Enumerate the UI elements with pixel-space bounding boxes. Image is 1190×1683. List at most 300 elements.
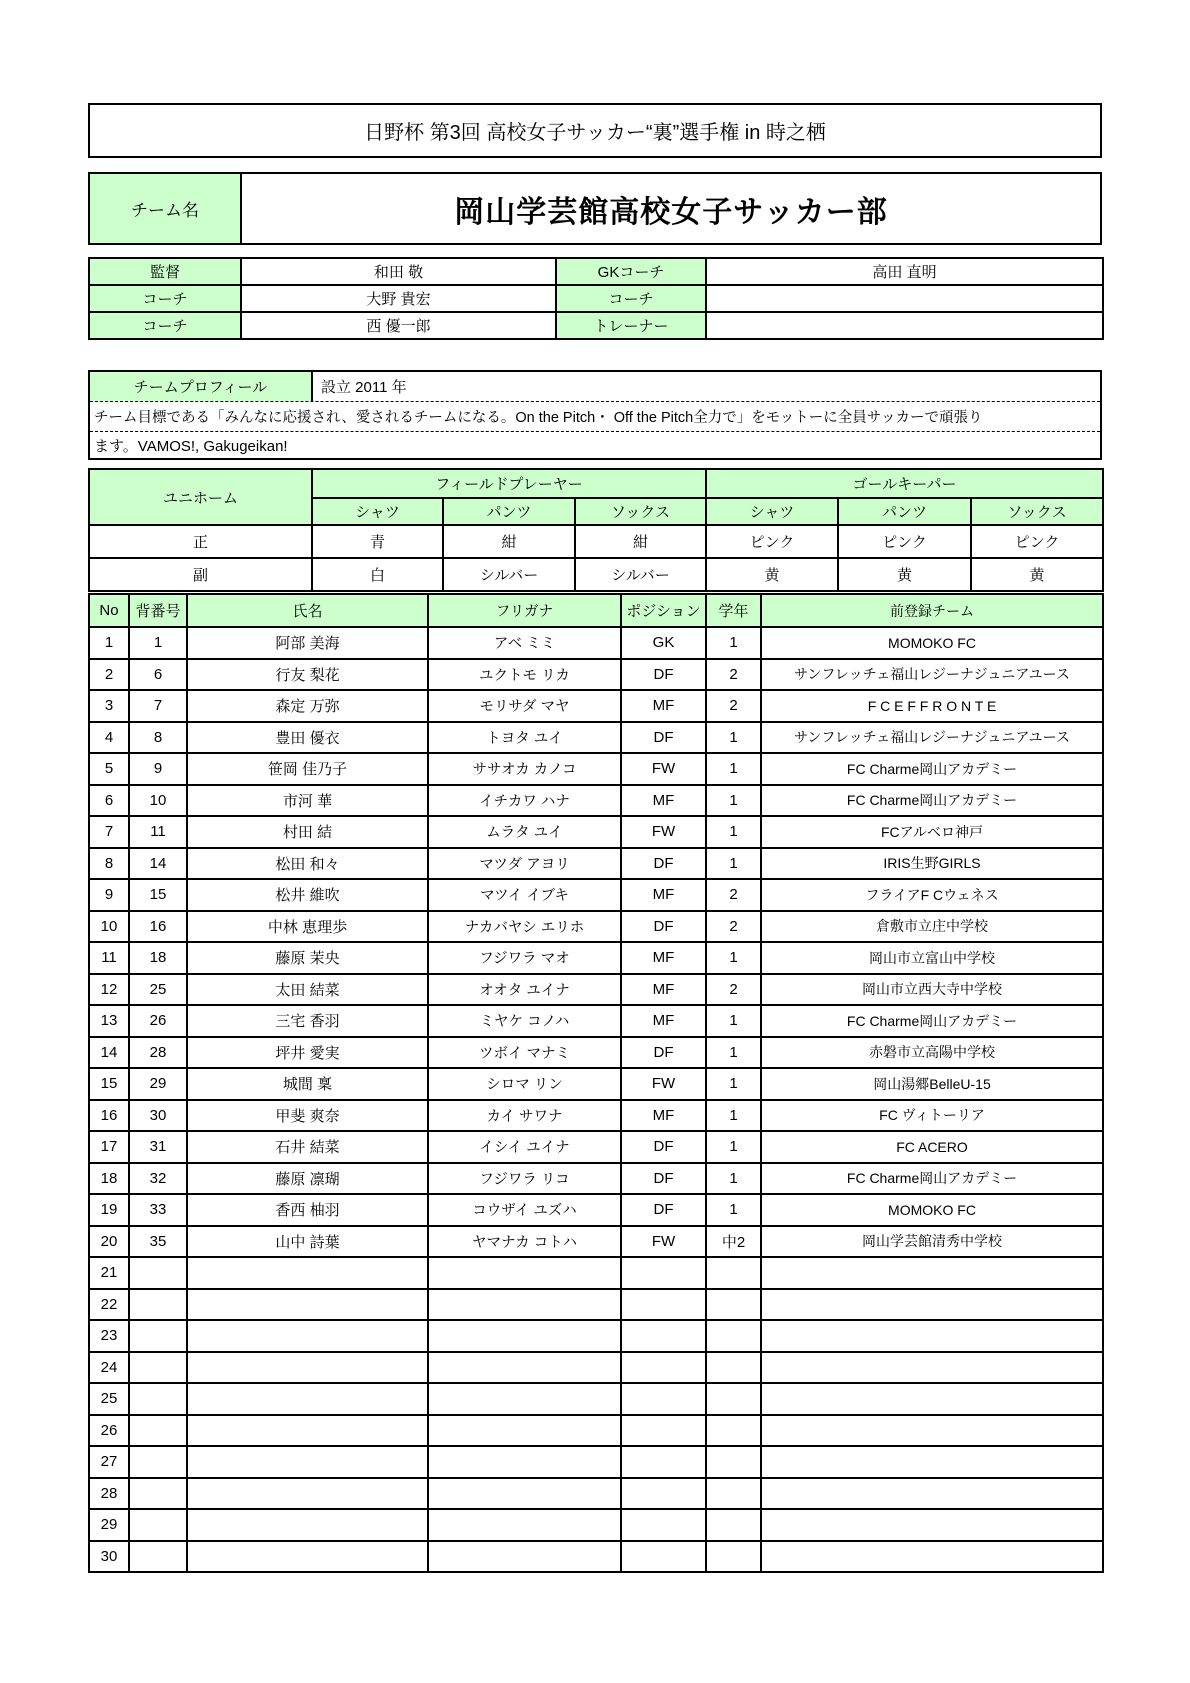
roster-cell-previous-team: 岡山学芸館清秀中学校: [761, 1226, 1103, 1258]
roster-cell-furigana: ナカバヤシ エリホ: [428, 911, 621, 943]
roster-cell-no: 25: [89, 1383, 129, 1415]
roster-cell-no: 5: [89, 753, 129, 785]
roster-cell-grade: 1: [706, 1068, 761, 1100]
roster-header-grade: 学年: [706, 594, 761, 627]
roster-cell-previous-team: FC Charme岡山アカデミー: [761, 1163, 1103, 1195]
table-row: [89, 1541, 1103, 1573]
staff-role-label: コーチ: [89, 285, 241, 312]
team-established: 設立 2011 年: [321, 379, 407, 396]
roster-cell-name: 村田 結: [187, 816, 428, 848]
table-row: [89, 627, 1103, 659]
roster-cell-name: 坪井 愛実: [187, 1037, 428, 1069]
staff-row: [89, 285, 1103, 312]
roster-cell-grade: 1: [706, 785, 761, 817]
roster-cell-grade: 1: [706, 1037, 761, 1069]
roster-cell-no: 11: [89, 942, 129, 974]
roster-cell-grade: 1: [706, 1100, 761, 1132]
roster-cell-no: 6: [89, 785, 129, 817]
uniform-subheader-socks: ソックス: [971, 498, 1103, 525]
roster-cell-number: 26: [129, 1005, 187, 1037]
staff-name: 高田 直明: [706, 258, 1103, 285]
roster-cell-furigana: フジワラ リコ: [428, 1163, 621, 1195]
roster-cell-position: [621, 1509, 706, 1541]
roster-cell-position: DF: [621, 1163, 706, 1195]
roster-cell-furigana: ヤマナカ コトハ: [428, 1226, 621, 1258]
table-row: [89, 1100, 1103, 1132]
roster-cell-furigana: オオタ ユイナ: [428, 974, 621, 1006]
roster-cell-furigana: ツボイ マナミ: [428, 1037, 621, 1069]
roster-cell-position: [621, 1415, 706, 1447]
roster-cell-position: [621, 1352, 706, 1384]
table-row: [89, 1257, 1103, 1289]
roster-cell-number: 6: [129, 659, 187, 691]
uniform-subheader-shirt: シャツ: [312, 498, 443, 525]
table-row: [89, 974, 1103, 1006]
roster-cell-previous-team: [761, 1289, 1103, 1321]
roster-cell-furigana: マツイ イブキ: [428, 879, 621, 911]
roster-cell-number: [129, 1352, 187, 1384]
roster-cell-previous-team: 岡山湯郷BelleU-15: [761, 1068, 1103, 1100]
roster-cell-previous-team: [761, 1320, 1103, 1352]
staff-role-label: トレーナー: [556, 312, 706, 339]
roster-cell-name: [187, 1446, 428, 1478]
roster-cell-no: 9: [89, 879, 129, 911]
uniform-section-field-player: フィールドプレーヤー: [312, 469, 706, 498]
roster-cell-name: [187, 1383, 428, 1415]
staff-role-label: 監督: [89, 258, 241, 285]
roster-cell-no: 2: [89, 659, 129, 691]
roster-cell-previous-team: [761, 1478, 1103, 1510]
roster-cell-number: 33: [129, 1194, 187, 1226]
roster-cell-number: 29: [129, 1068, 187, 1100]
roster-cell-furigana: コウザイ ユズハ: [428, 1194, 621, 1226]
roster-cell-position: FW: [621, 1226, 706, 1258]
roster-cell-position: [621, 1541, 706, 1573]
roster-cell-name: [187, 1509, 428, 1541]
uniform-color: ピンク: [706, 525, 838, 558]
roster-cell-position: DF: [621, 848, 706, 880]
roster-header-number: 背番号: [129, 594, 187, 627]
roster-cell-grade: [706, 1352, 761, 1384]
table-row: [89, 690, 1103, 722]
roster-cell-name: 藤原 凛瑚: [187, 1163, 428, 1195]
roster-cell-no: 15: [89, 1068, 129, 1100]
roster-cell-number: 8: [129, 722, 187, 754]
roster-cell-no: 19: [89, 1194, 129, 1226]
roster-cell-furigana: トヨタ ユイ: [428, 722, 621, 754]
roster-cell-no: 24: [89, 1352, 129, 1384]
staff-name: [706, 312, 1103, 339]
roster-cell-furigana: [428, 1289, 621, 1321]
roster-cell-grade: [706, 1289, 761, 1321]
roster-cell-name: 阿部 美海: [187, 627, 428, 659]
roster-cell-previous-team: IRIS生野GIRLS: [761, 848, 1103, 880]
roster-cell-grade: [706, 1257, 761, 1289]
roster-cell-no: 12: [89, 974, 129, 1006]
roster-cell-number: [129, 1320, 187, 1352]
roster-cell-previous-team: [761, 1415, 1103, 1447]
roster-cell-no: 28: [89, 1478, 129, 1510]
uniform-section-goalkeeper: ゴールキーパー: [706, 469, 1103, 498]
roster-cell-previous-team: 岡山市立富山中学校: [761, 942, 1103, 974]
roster-cell-number: 1: [129, 627, 187, 659]
uniform-section-row: [89, 469, 1103, 498]
roster-cell-previous-team: FC Charme岡山アカデミー: [761, 785, 1103, 817]
roster-cell-previous-team: サンフレッチェ福山レジーナジュニアユース: [761, 659, 1103, 691]
roster-cell-previous-team: 岡山市立西大寺中学校: [761, 974, 1103, 1006]
roster-cell-number: [129, 1257, 187, 1289]
roster-cell-no: 29: [89, 1509, 129, 1541]
table-row: [89, 753, 1103, 785]
roster-cell-position: MF: [621, 879, 706, 911]
roster-cell-name: [187, 1289, 428, 1321]
table-row: [89, 722, 1103, 754]
roster-cell-no: 14: [89, 1037, 129, 1069]
roster-cell-grade: 2: [706, 659, 761, 691]
uniform-secondary-row: [89, 558, 1103, 591]
roster-cell-furigana: イチカワ ハナ: [428, 785, 621, 817]
roster-cell-number: 28: [129, 1037, 187, 1069]
roster-cell-previous-team: F C E F F R O N T E: [761, 690, 1103, 722]
staff-role-label: GKコーチ: [556, 258, 706, 285]
roster-cell-grade: 1: [706, 722, 761, 754]
roster-cell-grade: 1: [706, 942, 761, 974]
roster-cell-name: 石井 結菜: [187, 1131, 428, 1163]
roster-cell-grade: 1: [706, 848, 761, 880]
tournament-title: 日野杯 第3回 高校女子サッカー“裏”選手権 in 時之栖: [364, 122, 826, 144]
team-profile-box: [88, 370, 1102, 460]
table-row: [89, 1320, 1103, 1352]
roster-cell-furigana: ユクトモ リカ: [428, 659, 621, 691]
roster-cell-furigana: モリサダ マヤ: [428, 690, 621, 722]
roster-cell-no: 3: [89, 690, 129, 722]
roster-cell-furigana: ムラタ ユイ: [428, 816, 621, 848]
roster-cell-name: 太田 結菜: [187, 974, 428, 1006]
roster-cell-grade: 1: [706, 753, 761, 785]
roster-cell-furigana: [428, 1352, 621, 1384]
roster-header-name: 氏名: [187, 594, 428, 627]
roster-cell-position: [621, 1257, 706, 1289]
roster-cell-position: FW: [621, 1068, 706, 1100]
roster-cell-furigana: マツダ アヨリ: [428, 848, 621, 880]
table-row: [89, 1068, 1103, 1100]
roster-cell-name: 行友 梨花: [187, 659, 428, 691]
roster-cell-previous-team: [761, 1509, 1103, 1541]
roster-cell-furigana: [428, 1478, 621, 1510]
roster-cell-no: 26: [89, 1415, 129, 1447]
roster-cell-grade: 1: [706, 1194, 761, 1226]
roster-cell-number: [129, 1509, 187, 1541]
roster-cell-name: 中林 恵理歩: [187, 911, 428, 943]
roster-cell-furigana: イシイ ユイナ: [428, 1131, 621, 1163]
uniform-color: ピンク: [971, 525, 1103, 558]
roster-cell-grade: 1: [706, 1005, 761, 1037]
staff-role-label: コーチ: [556, 285, 706, 312]
roster-cell-grade: [706, 1509, 761, 1541]
roster-cell-number: [129, 1446, 187, 1478]
uniform-subheader-pants: パンツ: [838, 498, 971, 525]
table-row: [89, 1446, 1103, 1478]
roster-cell-grade: [706, 1383, 761, 1415]
roster-header-furigana: フリガナ: [428, 594, 621, 627]
roster-cell-position: DF: [621, 722, 706, 754]
roster-cell-no: 4: [89, 722, 129, 754]
roster-cell-furigana: シロマ リン: [428, 1068, 621, 1100]
roster-cell-no: 30: [89, 1541, 129, 1573]
roster-cell-grade: [706, 1541, 761, 1573]
roster-cell-grade: [706, 1415, 761, 1447]
roster-cell-name: 三宅 香羽: [187, 1005, 428, 1037]
team-name: 岡山学芸館高校女子サッカー部: [454, 195, 888, 229]
uniform-label: ユニホーム: [89, 469, 312, 525]
roster-cell-name: 松井 維吹: [187, 879, 428, 911]
roster-cell-position: FW: [621, 816, 706, 848]
roster-cell-number: 7: [129, 690, 187, 722]
uniform-color: 黄: [706, 558, 838, 591]
team-name-label: チーム名: [90, 174, 242, 243]
roster-cell-number: 25: [129, 974, 187, 1006]
table-row: [89, 1383, 1103, 1415]
staff-row: [89, 258, 1103, 285]
roster-cell-previous-team: MOMOKO FC: [761, 1194, 1103, 1226]
staff-name: 大野 貴宏: [241, 285, 556, 312]
roster-cell-no: 21: [89, 1257, 129, 1289]
roster-cell-position: DF: [621, 1131, 706, 1163]
roster-cell-position: MF: [621, 1100, 706, 1132]
roster-cell-position: MF: [621, 1005, 706, 1037]
uniform-color: シルバー: [575, 558, 706, 591]
roster-cell-name: 笹岡 佳乃子: [187, 753, 428, 785]
roster-cell-name: 藤原 茉央: [187, 942, 428, 974]
roster-cell-number: [129, 1383, 187, 1415]
roster-cell-position: MF: [621, 974, 706, 1006]
uniform-subheader-pants: パンツ: [443, 498, 575, 525]
roster-cell-number: 35: [129, 1226, 187, 1258]
roster-cell-number: 31: [129, 1131, 187, 1163]
roster-cell-number: 9: [129, 753, 187, 785]
table-row: [89, 1131, 1103, 1163]
roster-cell-furigana: [428, 1320, 621, 1352]
roster-cell-no: 13: [89, 1005, 129, 1037]
uniform-row-label: 副: [89, 558, 312, 591]
roster-cell-previous-team: フライアF Cウェネス: [761, 879, 1103, 911]
roster-cell-previous-team: [761, 1541, 1103, 1573]
uniform-color: 黄: [838, 558, 971, 591]
staff-row: [89, 312, 1103, 339]
roster-cell-name: 市河 華: [187, 785, 428, 817]
roster-cell-no: 20: [89, 1226, 129, 1258]
roster-cell-number: 16: [129, 911, 187, 943]
uniform-color: 紺: [575, 525, 706, 558]
roster-cell-name: 城間 稟: [187, 1068, 428, 1100]
table-row: [89, 1289, 1103, 1321]
roster-cell-furigana: フジワラ マオ: [428, 942, 621, 974]
roster-cell-number: 11: [129, 816, 187, 848]
roster-cell-previous-team: MOMOKO FC: [761, 627, 1103, 659]
roster-cell-position: DF: [621, 1194, 706, 1226]
table-row: [89, 659, 1103, 691]
uniform-row-label: 正: [89, 525, 312, 558]
roster-cell-previous-team: FC ACERO: [761, 1131, 1103, 1163]
team-profile-label: チームプロフィール: [90, 372, 313, 401]
roster-cell-name: 豊田 優衣: [187, 722, 428, 754]
roster-cell-no: 17: [89, 1131, 129, 1163]
table-row: [89, 942, 1103, 974]
roster-cell-position: [621, 1446, 706, 1478]
tournament-title-box: [88, 103, 1102, 158]
roster-cell-name: 甲斐 爽奈: [187, 1100, 428, 1132]
table-row: [89, 1194, 1103, 1226]
staff-name: 和田 敬: [241, 258, 556, 285]
roster-cell-position: GK: [621, 627, 706, 659]
roster-cell-grade: 1: [706, 1131, 761, 1163]
table-row: [89, 911, 1103, 943]
roster-cell-number: [129, 1478, 187, 1510]
roster-header-no: No: [89, 594, 129, 627]
uniform-subheader-shirt: シャツ: [706, 498, 838, 525]
uniform-color: 白: [312, 558, 443, 591]
roster-cell-no: 23: [89, 1320, 129, 1352]
roster-cell-name: [187, 1352, 428, 1384]
roster-cell-previous-team: サンフレッチェ福山レジーナジュニアユース: [761, 722, 1103, 754]
roster-body: [89, 627, 1103, 1572]
roster-cell-furigana: [428, 1541, 621, 1573]
roster-cell-grade: 1: [706, 627, 761, 659]
table-row: [89, 848, 1103, 880]
roster-cell-furigana: [428, 1257, 621, 1289]
roster-cell-name: 山中 詩葉: [187, 1226, 428, 1258]
roster-cell-position: DF: [621, 659, 706, 691]
roster-cell-grade: 2: [706, 690, 761, 722]
roster-cell-position: MF: [621, 785, 706, 817]
table-row: [89, 879, 1103, 911]
staff-table: [88, 257, 1104, 340]
roster-cell-grade: 中2: [706, 1226, 761, 1258]
roster-cell-grade: 1: [706, 816, 761, 848]
roster-header-row: [89, 594, 1103, 627]
roster-cell-previous-team: [761, 1383, 1103, 1415]
table-row: [89, 816, 1103, 848]
roster-cell-no: 22: [89, 1289, 129, 1321]
uniform-subheader-socks: ソックス: [575, 498, 706, 525]
roster-cell-no: 18: [89, 1163, 129, 1195]
roster-cell-previous-team: FC Charme岡山アカデミー: [761, 1005, 1103, 1037]
roster-cell-number: 32: [129, 1163, 187, 1195]
roster-cell-number: 30: [129, 1100, 187, 1132]
roster-cell-number: [129, 1415, 187, 1447]
roster-cell-position: [621, 1320, 706, 1352]
team-name-box: [88, 172, 1102, 245]
roster-cell-furigana: カイ サワナ: [428, 1100, 621, 1132]
staff-role-label: コーチ: [89, 312, 241, 339]
roster-cell-furigana: [428, 1415, 621, 1447]
roster-cell-number: [129, 1541, 187, 1573]
roster-cell-position: MF: [621, 690, 706, 722]
roster-cell-furigana: ミヤケ コノハ: [428, 1005, 621, 1037]
uniform-color: 青: [312, 525, 443, 558]
roster-cell-grade: 2: [706, 974, 761, 1006]
roster-cell-position: [621, 1289, 706, 1321]
roster-cell-number: [129, 1289, 187, 1321]
roster-header-position: ポジション: [621, 594, 706, 627]
roster-cell-previous-team: 赤磐市立高陽中学校: [761, 1037, 1103, 1069]
roster-cell-previous-team: FC ヴィトーリア: [761, 1100, 1103, 1132]
roster-cell-furigana: ササオカ カノコ: [428, 753, 621, 785]
table-row: [89, 1415, 1103, 1447]
roster-cell-name: 森定 万弥: [187, 690, 428, 722]
roster-cell-position: DF: [621, 911, 706, 943]
table-row: [89, 1478, 1103, 1510]
table-row: [89, 1005, 1103, 1037]
uniform-color: 黄: [971, 558, 1103, 591]
roster-cell-position: FW: [621, 753, 706, 785]
roster-cell-name: 松田 和々: [187, 848, 428, 880]
roster-cell-name: 香西 柚羽: [187, 1194, 428, 1226]
roster-cell-number: 18: [129, 942, 187, 974]
roster-cell-no: 1: [89, 627, 129, 659]
roster-cell-number: 15: [129, 879, 187, 911]
roster-cell-previous-team: FCアルベロ神戸: [761, 816, 1103, 848]
roster-cell-position: DF: [621, 1037, 706, 1069]
roster-cell-position: MF: [621, 942, 706, 974]
roster-cell-name: [187, 1257, 428, 1289]
roster-cell-no: 8: [89, 848, 129, 880]
uniform-color: ピンク: [838, 525, 971, 558]
roster-cell-name: [187, 1415, 428, 1447]
roster-cell-no: 27: [89, 1446, 129, 1478]
uniform-primary-row: [89, 525, 1103, 558]
roster-cell-name: [187, 1320, 428, 1352]
roster-cell-number: 14: [129, 848, 187, 880]
roster-cell-name: [187, 1541, 428, 1573]
staff-name: [706, 285, 1103, 312]
uniform-color: 紺: [443, 525, 575, 558]
table-row: [89, 1163, 1103, 1195]
roster-cell-grade: [706, 1478, 761, 1510]
roster-cell-grade: 2: [706, 911, 761, 943]
table-row: [89, 785, 1103, 817]
roster-cell-no: 10: [89, 911, 129, 943]
table-row: [89, 1226, 1103, 1258]
uniform-color: シルバー: [443, 558, 575, 591]
team-goal-line1: チーム目標である「みんなに応援され、愛されるチームになる。On the Pitch・ Off the Pitch全力で」をモットーに全員サッカーで頑張り: [90, 402, 1100, 432]
roster-cell-previous-team: FC Charme岡山アカデミー: [761, 753, 1103, 785]
table-row: [89, 1509, 1103, 1541]
roster-header-previous-team: 前登録チーム: [761, 594, 1103, 627]
roster-cell-furigana: アベ ミミ: [428, 627, 621, 659]
roster-cell-name: [187, 1478, 428, 1510]
roster-cell-previous-team: [761, 1352, 1103, 1384]
roster-cell-position: [621, 1478, 706, 1510]
uniform-table: [88, 468, 1104, 592]
table-row: [89, 1037, 1103, 1069]
roster-cell-no: 16: [89, 1100, 129, 1132]
table-row: [89, 1352, 1103, 1384]
roster-cell-furigana: [428, 1446, 621, 1478]
roster-cell-furigana: [428, 1383, 621, 1415]
staff-name: 西 優一郎: [241, 312, 556, 339]
roster-cell-grade: [706, 1320, 761, 1352]
roster-cell-previous-team: 倉敷市立庄中学校: [761, 911, 1103, 943]
roster-cell-grade: 1: [706, 1163, 761, 1195]
roster-cell-previous-team: [761, 1257, 1103, 1289]
roster-cell-previous-team: [761, 1446, 1103, 1478]
team-goal-line2: ます。VAMOS!, Gakugeikan!: [94, 437, 288, 455]
roster-cell-grade: [706, 1446, 761, 1478]
player-roster-table: [88, 593, 1104, 1573]
roster-cell-grade: 2: [706, 879, 761, 911]
roster-cell-number: 10: [129, 785, 187, 817]
